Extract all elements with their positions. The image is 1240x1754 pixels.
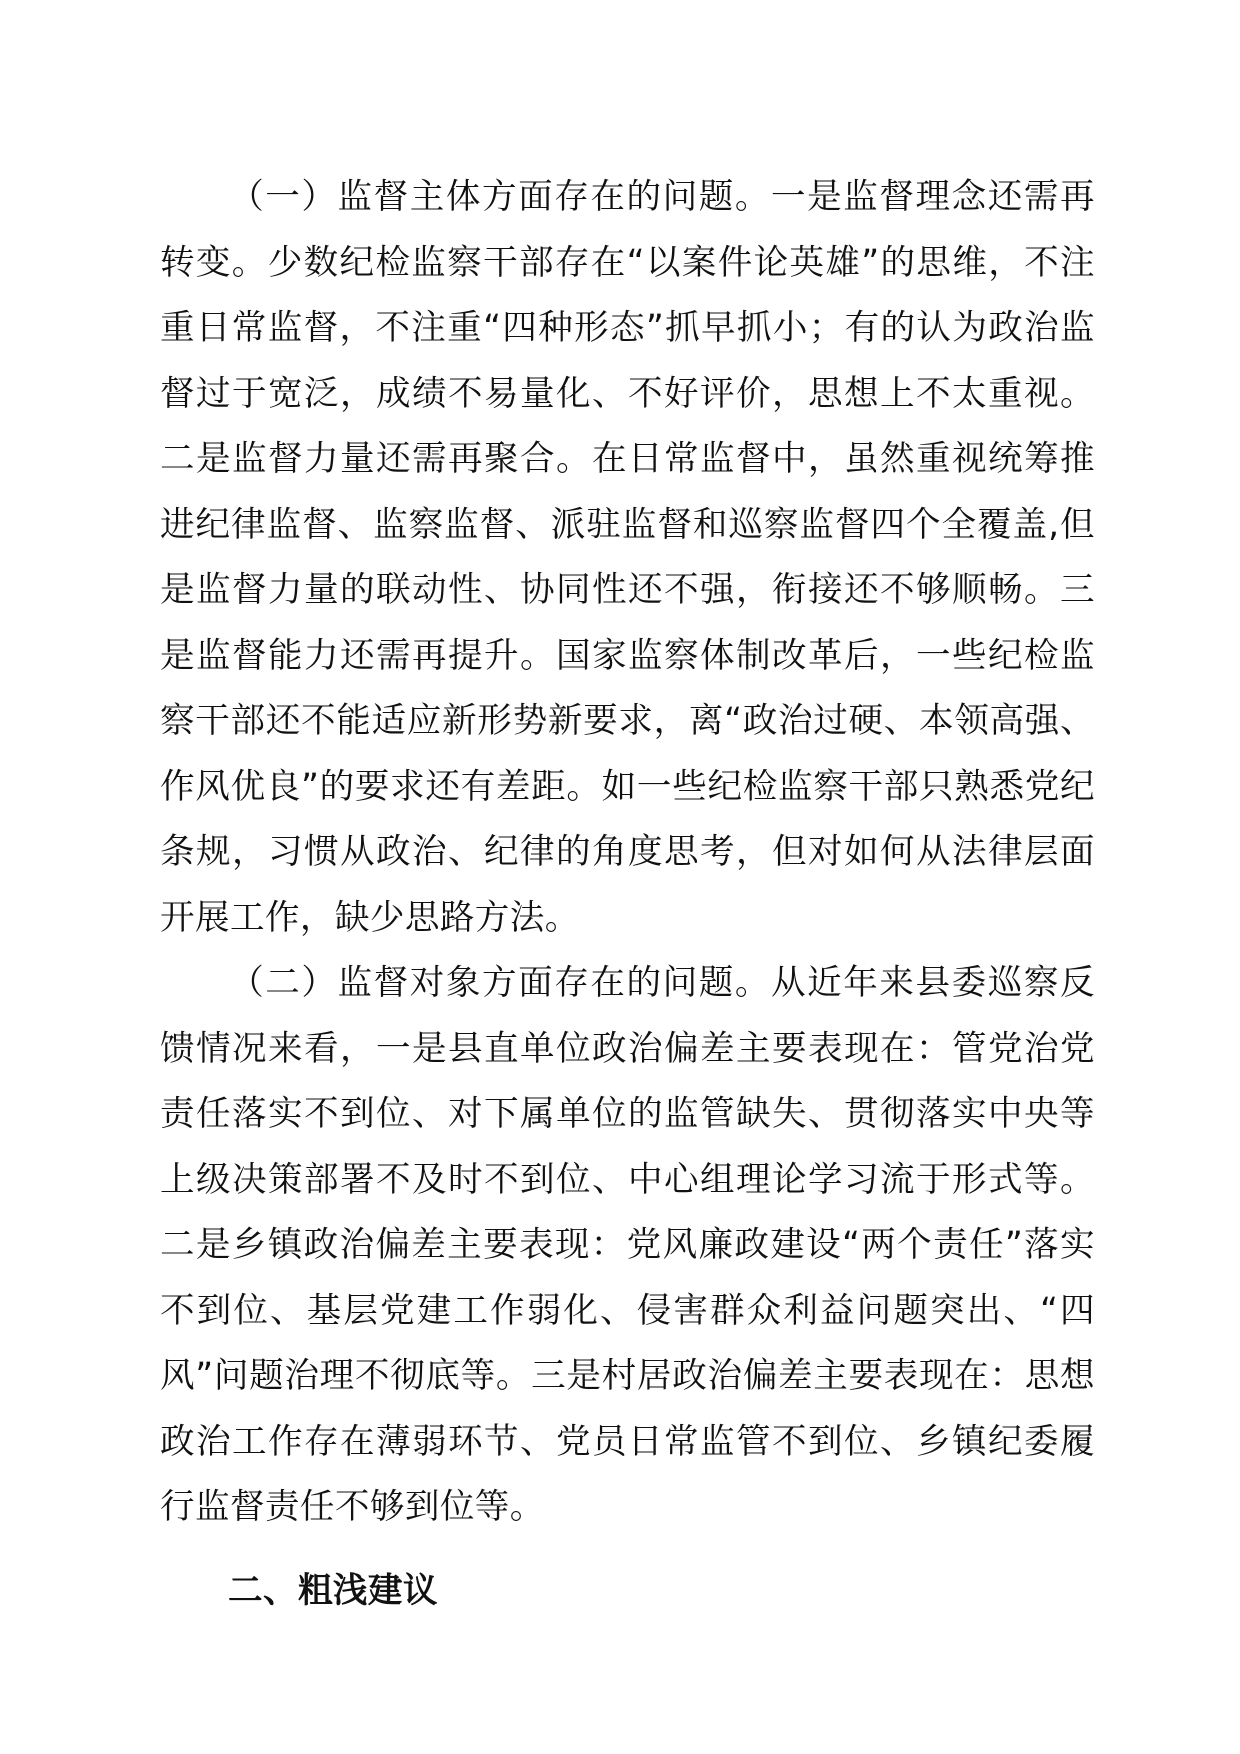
document-body (160, 165, 1095, 1624)
paragraph-supervision-object: （二）监督对象方面存在的问题。从近年来县委巡察反馈情况来看，一是县直单位政治偏差主要表现在：管党治党责任落实不到位、对下属单位的监管缺失、贯彻落实中央等上级决策部署不及时不到位、中心组理论学习流于形式等。二是乡镇政治偏差主要表现：党风廉政建设“两个责任”落实不到位、基层党建工作弱化、侵害群众利益问题突出、“四风”问题治理不彻底等。三是村居政治偏差主要表现在：思想政治工作存在薄弱环节、党员日常监管不到位、乡镇纪委履行监督责任不够到位等。 (160, 963, 1095, 1527)
paragraph-supervision-subject: （一）监督主体方面存在的问题。一是监督理念还需再转变。少数纪检监察干部存在“以案件论英雄”的思维，不注重日常监督，不注重“四种形态”抓早抓小；有的认为政治监督过于宽泛，成绩不易量化、不好评价，思想上不太重视。二是监督力量还需再聚合。在日常监督中，虽然重视统筹推进纪律监督、监察监督、派驻监督和巡察监督四个全覆盖,但是监督力量的联动性、协同性还不强，衔接还不够顺畅。三是监督能力还需再提升。国家监察体制改革后，一些纪检监察干部还不能适应新形势新要求，离“政治过硬、本领高强、作风优良”的要求还有差距。如一些纪检监察干部只熟悉党纪条规，习惯从政治、纪律的角度思考，但对如何从法律层面开展工作，缺少思路方法。 (160, 177, 1095, 938)
section-heading: 二、粗浅建议 (228, 1570, 438, 1611)
